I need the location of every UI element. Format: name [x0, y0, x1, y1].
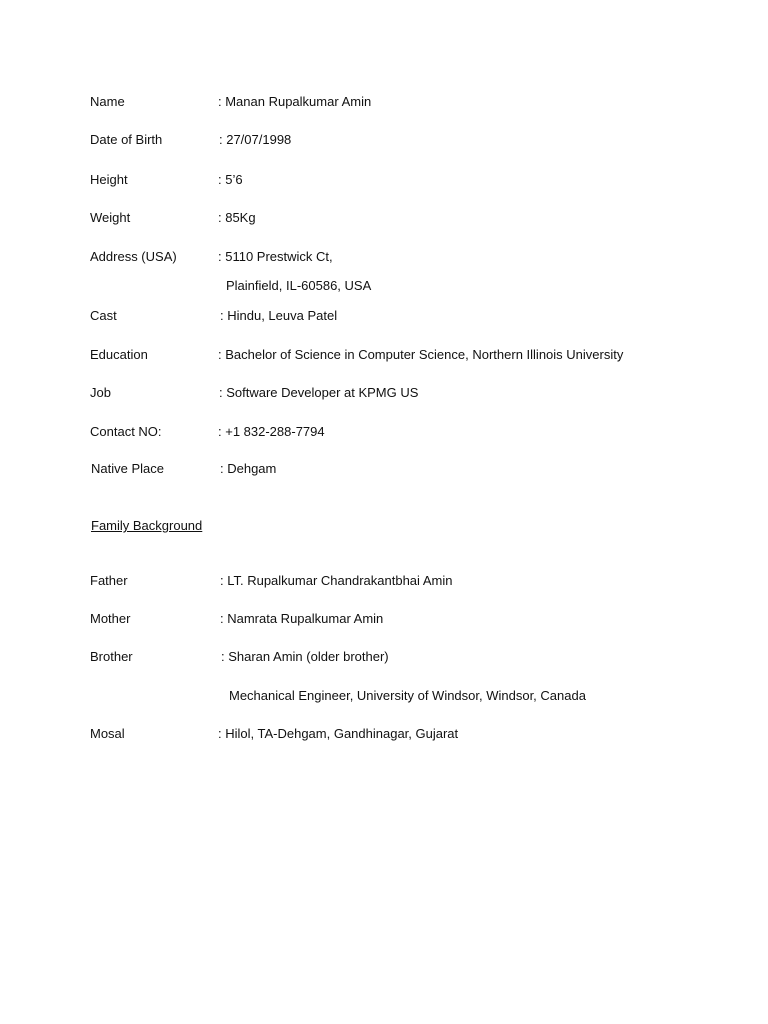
height-value: : 5’6	[218, 172, 243, 187]
name-label: Name	[90, 94, 125, 109]
mosal-value: : Hilol, TA-Dehgam, Gandhinagar, Gujarat	[218, 726, 459, 741]
brother-value-line1: : Sharan Amin (older brother)	[221, 649, 389, 664]
education-label: Education	[90, 347, 148, 362]
job-label: Job	[90, 385, 111, 400]
father-value: : LT. Rupalkumar Chandrakantbhai Amin	[220, 573, 453, 588]
mother-value: : Namrata Rupalkumar Amin	[220, 611, 384, 626]
brother-label: Brother	[90, 649, 133, 664]
family-background-heading: Family Background	[91, 518, 203, 533]
cast-label: Cast	[90, 308, 117, 323]
weight-label: Weight	[90, 210, 131, 225]
mother-label: Mother	[90, 611, 131, 626]
education-value: : Bachelor of Science in Computer Science, Northern Illinois University	[218, 347, 624, 362]
name-value: : Manan Rupalkumar Amin	[218, 94, 372, 109]
native-place-value: : Dehgam	[220, 461, 277, 476]
contact-value: : +1 832-288-7794	[218, 424, 325, 439]
address-value-line2: Plainfield, IL-60586, USA	[226, 278, 372, 293]
cast-value: : Hindu, Leuva Patel	[220, 308, 338, 323]
weight-value: : 85Kg	[218, 210, 256, 225]
job-value: : Software Developer at KPMG US	[219, 385, 419, 400]
mosal-label: Mosal	[90, 726, 125, 741]
native-place-label: Native Place	[91, 461, 164, 476]
brother-value-line2: Mechanical Engineer, University of Windsor, Windsor, Canada	[229, 688, 586, 703]
dob-label: Date of Birth	[90, 132, 163, 147]
address-value-line1: : 5110 Prestwick Ct,	[218, 249, 333, 264]
dob-value: : 27/07/1998	[219, 132, 292, 147]
address-label: Address (USA)	[90, 249, 177, 264]
father-label: Father	[90, 573, 128, 588]
contact-label: Contact NO:	[90, 424, 162, 439]
height-label: Height	[90, 172, 128, 187]
